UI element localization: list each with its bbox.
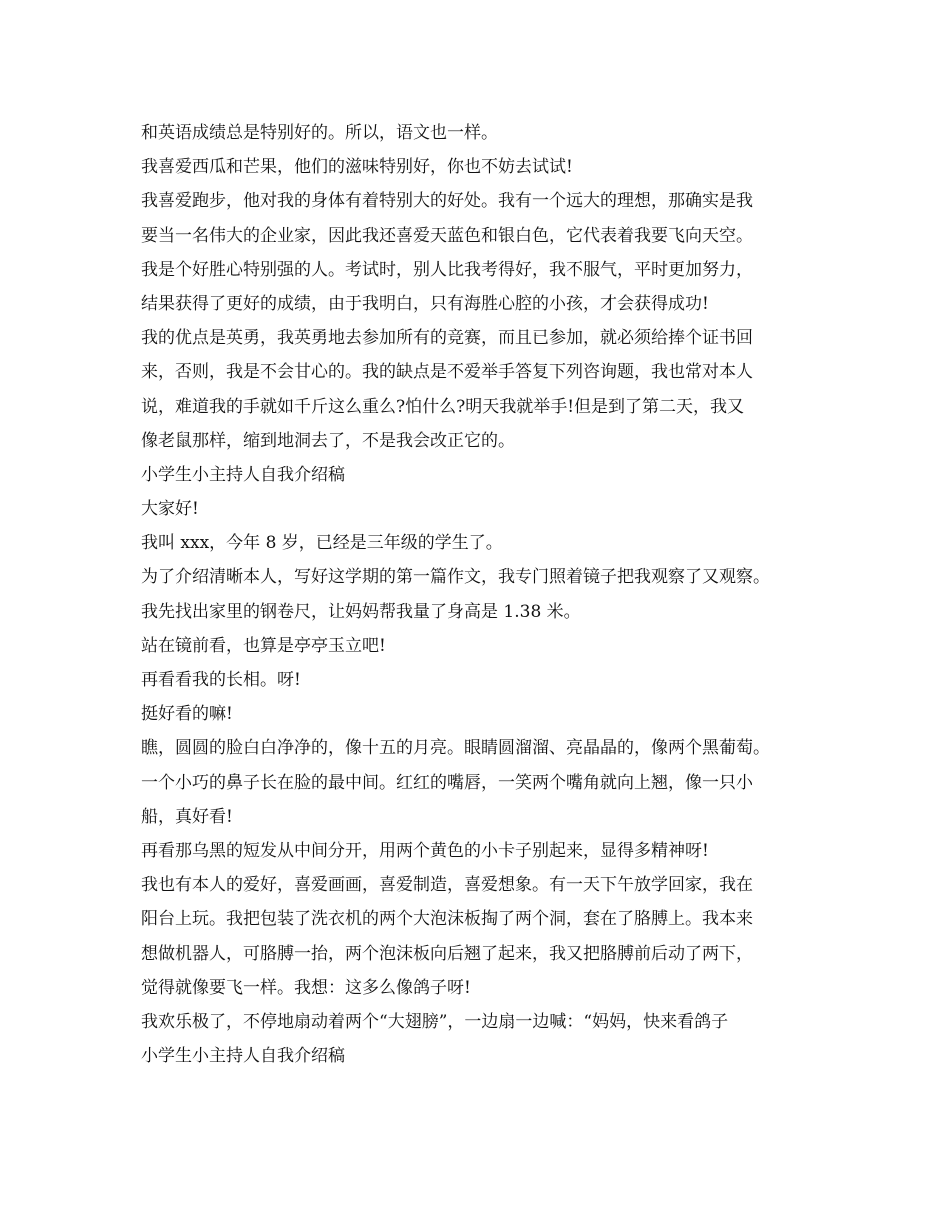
text-line: 我是个好胜心特别强的人。考试时，别人比我考得好，我不服气，平时更加努力， [141, 259, 753, 280]
text-line: 我的优点是英勇，我英勇地去参加所有的竞赛，而且已参加，就必须给捧个证书回 [141, 328, 753, 349]
text-line: 再看看我的长相。呀! [141, 670, 301, 690]
text-line: 说，难道我的手就如千斤这么重么?怕什么?明天我就举手!但是到了第二天，我又 [141, 396, 745, 417]
text-line: 我喜爱跑步，他对我的身体有着特别大的好处。我有一个远大的理想，那确实是我 [141, 191, 753, 212]
text-line: 为了介绍清晰本人，写好这学期的第一篇作文，我专门照着镜子把我观察了又观察。 [141, 567, 770, 588]
text-line: 站在镜前看，也算是亭亭玉立吧! [141, 635, 386, 656]
text-line: 来，否则，我是不会甘心的。我的缺点是不爱举手答复下列咨询题，我也常对本人 [141, 362, 753, 383]
text-line: 我欢乐极了，不停地扇动着两个“大翅膀”，一边扇一边喊：“妈妈，快来看鸽子 [141, 1011, 729, 1032]
text-line: 阳台上玩。我把包装了洗衣机的两个大泡沫板掏了两个洞，套在了胳膊上。我本来 [141, 909, 753, 930]
text-line: 我先找出家里的钢卷尺，让妈妈帮我量了身高是 1.38 米。 [141, 601, 581, 622]
text-line: 想做机器人，可胳膊一抬，两个泡沫板向后翘了起来，我又把胳膊前后动了两下， [141, 943, 753, 964]
text-line: 和英语成绩总是特别好的。所以，语文也一样。 [141, 123, 498, 143]
text-line: 大家好! [141, 499, 199, 520]
text-line: 要当一名伟大的企业家，因此我还喜爱天蓝色和银白色，它代表着我要飞向天空。 [141, 225, 753, 246]
text-line: 我叫 xxx，今年 8 岁，已经是三年级的学生了。 [141, 533, 503, 554]
text-line: 结果获得了更好的成绩，由于我明白，只有海胜心腔的小孩，才会获得成功! [141, 293, 709, 314]
text-line: 挺好看的嘛! [141, 704, 233, 725]
text-line: 觉得就像要飞一样。我想：这多么像鸽子呀! [141, 977, 471, 998]
section-heading: 小学生小主持人自我介绍稿 [141, 464, 345, 485]
text-line: 船，真好看! [141, 806, 233, 827]
text-line: 一个小巧的鼻子长在脸的最中间。红红的嘴唇，一笑两个嘴角就向上翘，像一只小 [141, 772, 753, 793]
text-line: 瞧，圆圆的脸白白净净的，像十五的月亮。眼睛圆溜溜、亮晶晶的，像两个黑葡萄。 [141, 738, 770, 759]
text-line: 我喜爱西瓜和芒果，他们的滋味特别好，你也不妨去试试! [141, 157, 573, 178]
document-body [141, 116, 821, 1073]
text-line: 再看那乌黑的短发从中间分开，用两个黄色的小卡子别起来，显得多精神呀! [141, 840, 709, 861]
text-line: 像老鼠那样，缩到地洞去了，不是我会改正它的。 [141, 430, 515, 451]
section-heading: 小学生小主持人自我介绍稿 [141, 1046, 345, 1067]
text-line: 我也有本人的爱好，喜爱画画，喜爱制造，喜爱想象。有一天下午放学回家，我在 [141, 875, 753, 896]
